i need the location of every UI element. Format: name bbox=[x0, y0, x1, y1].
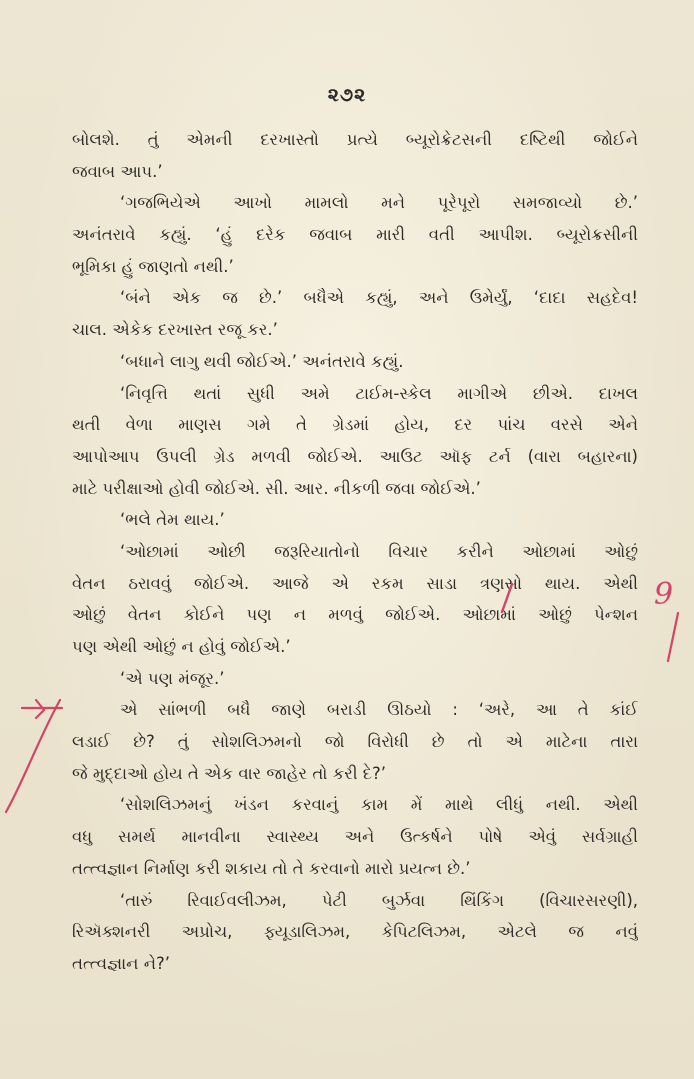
text-line: ‘એ પણ મંજૂર.’ bbox=[120, 668, 225, 688]
text-line: તત્ત્વજ્ઞાન નિર્માણ કરી શકાય તો તે કરવાનો મારો પ્રયત્ન છે.’ bbox=[72, 858, 471, 878]
text-line: બોલશે. તું એમની દરખાસ્તો પ્રત્યે બ્યૂરોક્રેટસની દષ્ટિથી જોઈને bbox=[72, 130, 638, 149]
text-line: ચાલ. એકેક દરખાસ્ત રજૂ કર.’ bbox=[72, 320, 278, 340]
text-line: રિઍક્શનરી અપ્રોચ, ફ્યૂડાલિઝમ, કેપિટલિઝમ, એટલે જ નવું bbox=[72, 922, 638, 942]
page-number: ૨૭૨ bbox=[327, 84, 367, 106]
text-line: લડાઈ છે? તું સોશલિઝમનો જો વિરોધી છે તો એ માટેના તારા bbox=[72, 732, 638, 752]
text-line: વેતન ઠરાવવું જોઈએ. આજે એ રકમ સાડા ત્રણસો થાય. એથી bbox=[72, 573, 638, 593]
text-line: એ સાંભળી બધૈ જાણે બરાડી ઊઠયો : ‘અરે, આ તે કાંઈ bbox=[120, 700, 638, 720]
text-line: ‘ઓછામાં ઓછી જરૂરિયાતોનો વિચાર કરીને ઓછામાં ઓછું bbox=[120, 541, 638, 561]
text-line: આપોઆપ ઉપલી ગ્રેડ મળવી જોઈએ. આઉટ ઑફ ટર્ન (વારા બહારના) bbox=[72, 446, 638, 466]
text-line: ‘તારું રિવાઈવલીઝમ, પેટી બુર્ઝવા થિંકિંગ (વિચારસરણી), bbox=[120, 890, 638, 910]
text-line: ‘સોશલિઝમનું ખંડન કરવાનું કામ મેં માથે લીધું નથી. એથી bbox=[120, 795, 638, 815]
text-line: ઓછું વેતન કોઈને પણ ન મળવું જોઈએ. ઓછામાં ઓછું પેન્શન bbox=[72, 605, 638, 625]
text-line: થતી વેળા માણસ ગમે તે ગ્રેડમાં હોય, દર પાંચ વરસે એને bbox=[72, 415, 638, 435]
text-line: ‘ગજભિયેએ આખો મામલો મને પૂરેપૂરો સમજાવ્યો છે.’ bbox=[120, 193, 638, 213]
text-line: અનંતરાવે કહ્યું. ‘હું દરેક જવાબ મારી વતી આપીશ. બ્યૂરોક્રસીની bbox=[72, 225, 638, 245]
text-line: જવાબ આપ.’ bbox=[72, 161, 163, 181]
pen-annotation-number bbox=[650, 575, 690, 665]
text-line: માટે પરીક્ષાઓ હોવી જોઈએ. સી. આર. નીકળી જવા જોઈએ.’ bbox=[72, 478, 481, 498]
text-line: ‘બંને એક જ છે.’ બધૈએ કહ્યું, અને ઉમેર્યું, ‘દાદા સહદેવ! bbox=[120, 288, 638, 308]
text-line: પણ એથી ઓછું ન હોવું જોઈએ.’ bbox=[72, 637, 291, 656]
text-line: વધુ સમર્થ માનવીના સ્વાસ્થ્ય અને ઉત્કર્ષને પોષે એવું સર્વગ્રાહી bbox=[72, 827, 638, 847]
text-line: જે મુદ્દાઓ હોય તે એક વાર જાહેર તો કરી દે?’ bbox=[72, 763, 387, 783]
text-line: ‘નિવૃત્તિ થતાં સુધી અમે ટાઈમ-સ્કેલ માગીએ છીએ. દાખલ bbox=[120, 383, 638, 403]
text-line: ભૂમિકા હું જાણતો નથી.’ bbox=[72, 256, 234, 276]
text-line: ‘ભલે તેમ થાય.’ bbox=[120, 510, 225, 530]
margin-number: 9 bbox=[654, 577, 674, 612]
body-text bbox=[72, 124, 638, 980]
text-line: તત્ત્વજ્ઞાન ને?’ bbox=[72, 953, 170, 973]
text-line: ‘બધાને લાગુ થવી જોઈએ.’ અનંતરાવે કહ્યું. bbox=[120, 351, 404, 371]
